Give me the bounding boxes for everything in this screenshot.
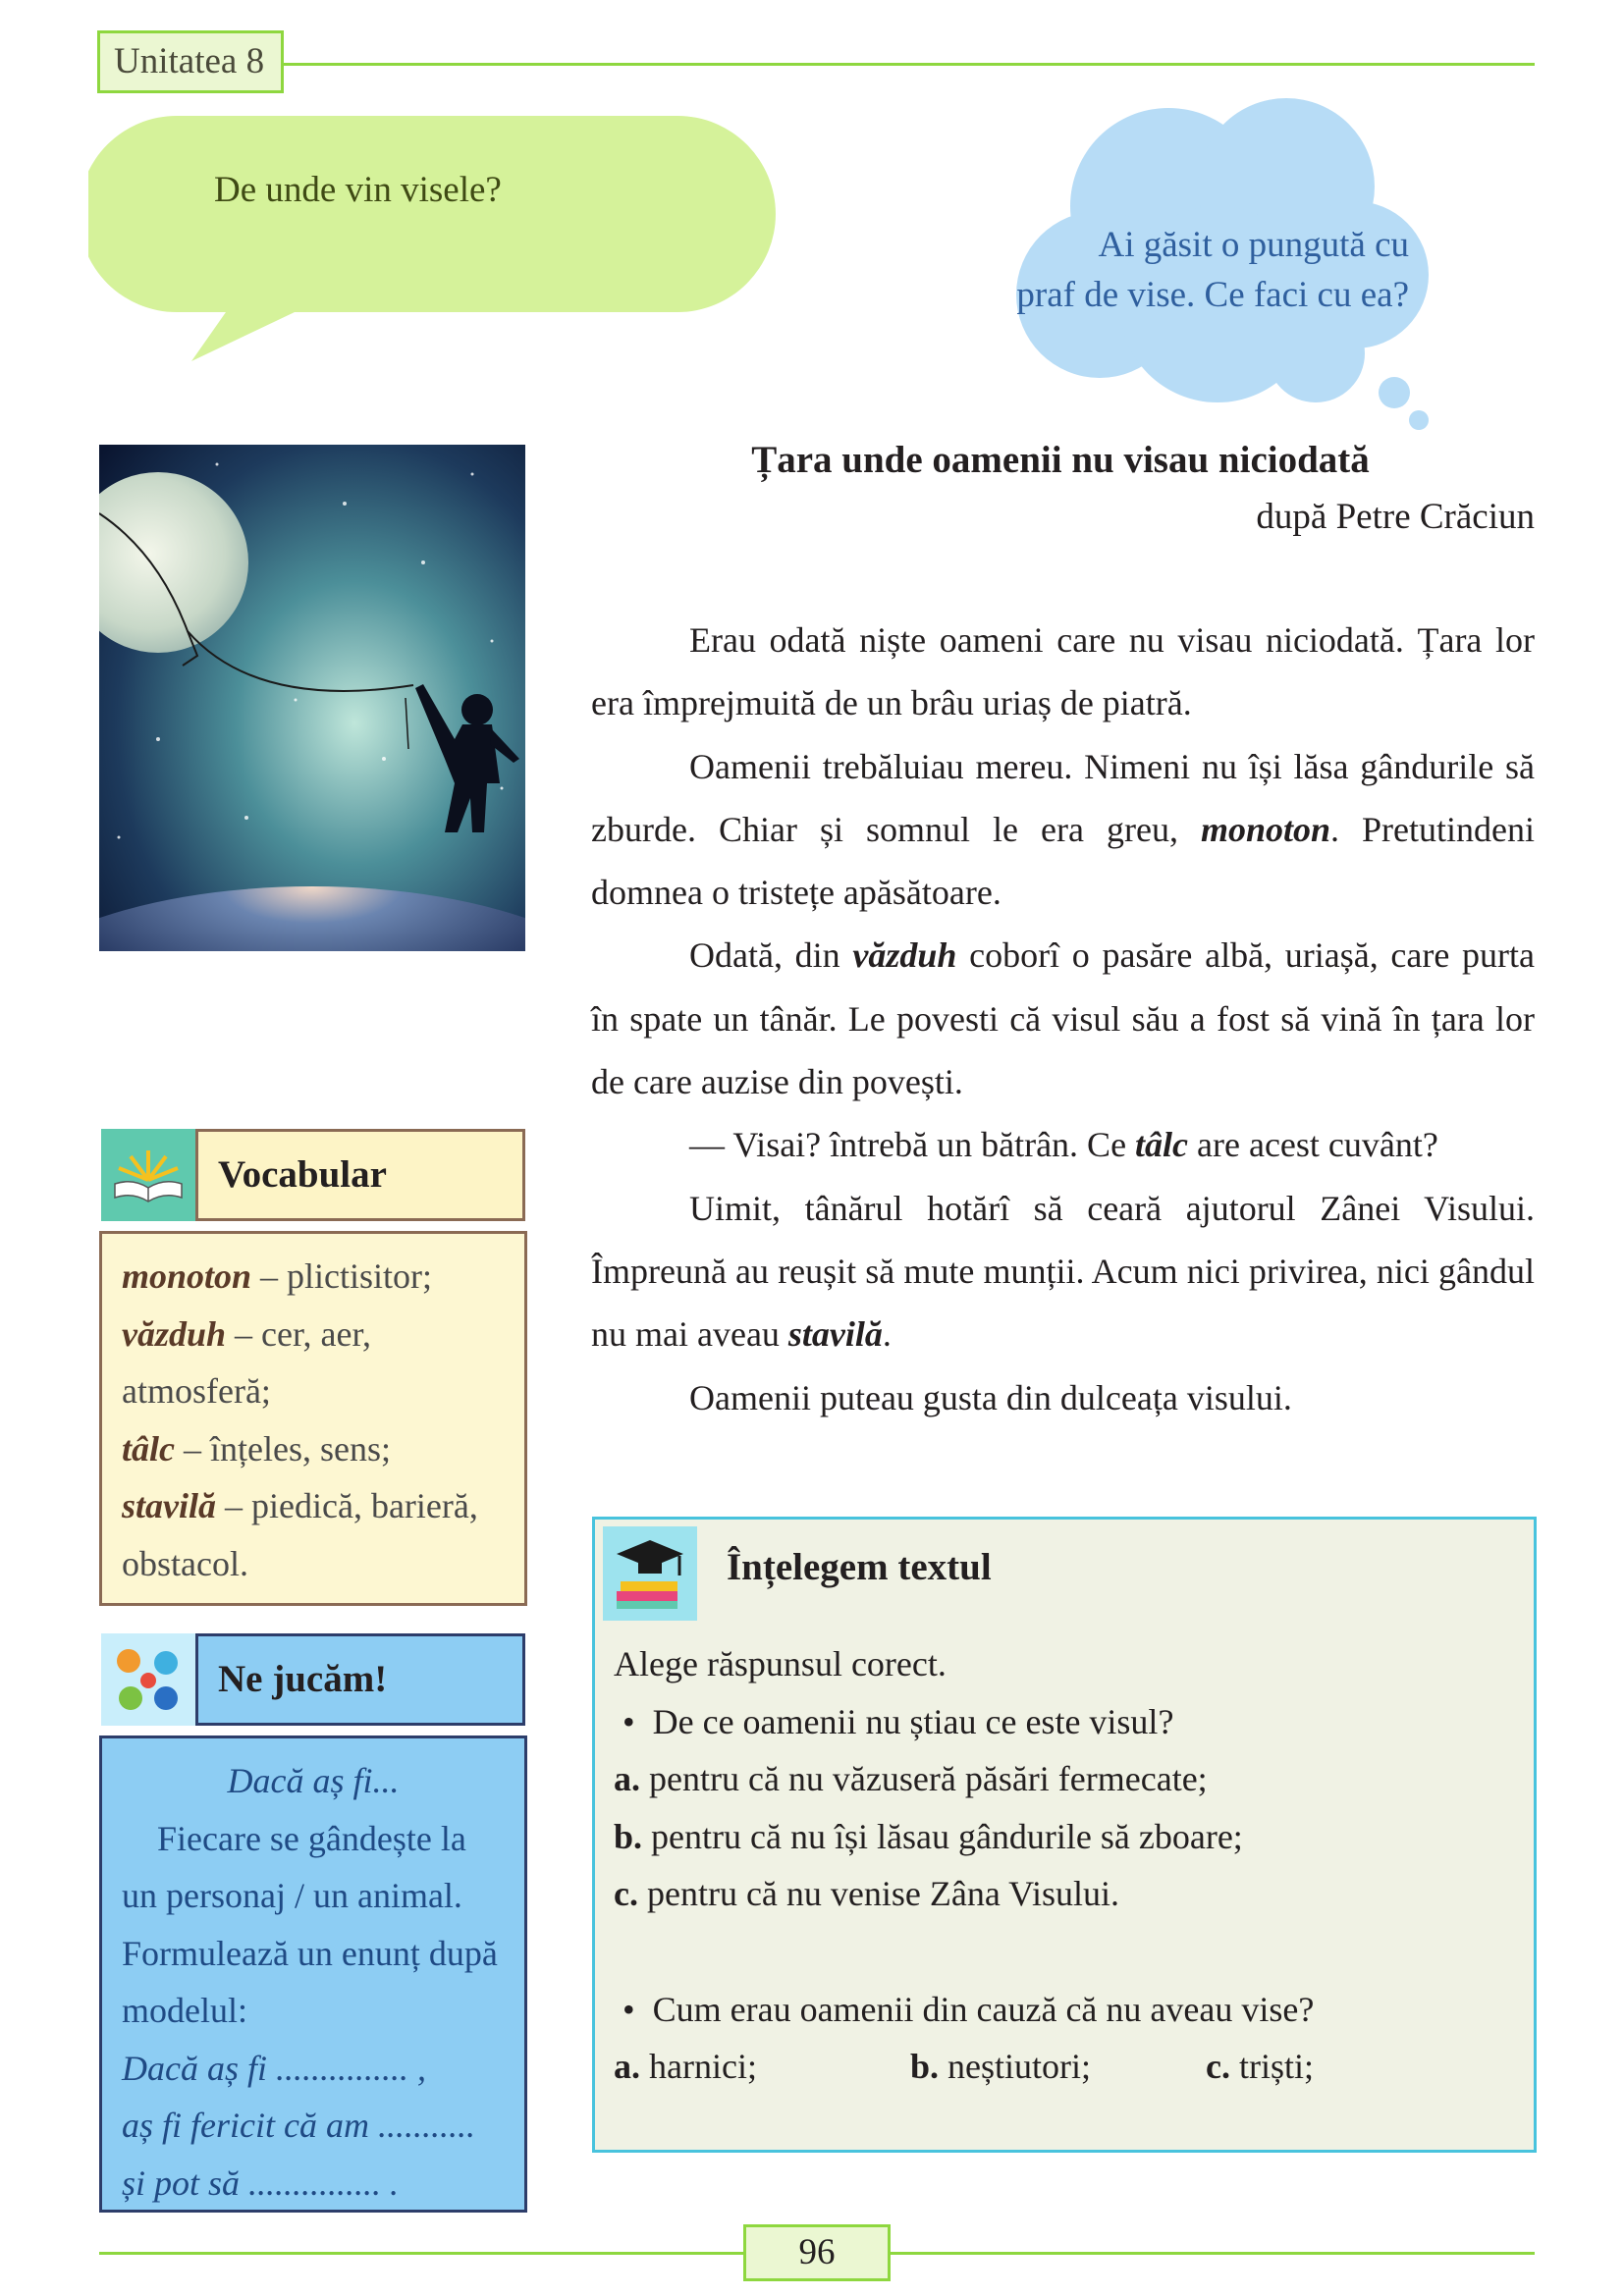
game-title: Ne jucăm! [195, 1633, 525, 1726]
cloud-question [967, 220, 1409, 320]
answer-option[interactable] [1206, 2038, 1314, 2096]
header-rule [284, 63, 1535, 66]
answer-option[interactable] [614, 1865, 1517, 1923]
moon-kite-illustration [99, 445, 525, 951]
vocab-term: văzduh [852, 935, 957, 976]
vocab-item [122, 1420, 505, 1478]
text-run: coborî o pasăre albă, uriașă, care purta în spate un tânăr. Le povesti că visul său a fost să vină în țara lor de care auzise din povești. [591, 935, 1535, 1102]
text-run: . [882, 1314, 892, 1355]
story-author: după Petre Crăciun [1256, 497, 1535, 537]
game-heading: Dacă aș fi... [227, 1761, 400, 1800]
vocab-item [122, 1477, 505, 1592]
story-paragraph [591, 735, 1535, 925]
vocab-item [122, 1306, 505, 1420]
vocab-definition: – piedică, barieră, obstacol. [122, 1486, 478, 1583]
answer-option[interactable] [614, 1750, 1517, 1808]
text-run: are acest cuvânt? [1188, 1125, 1438, 1165]
answer-row [614, 2038, 1517, 2096]
page-number: 96 [743, 2224, 891, 2281]
option-text: pentru că nu venise Zâna Visului. [637, 1874, 1120, 1914]
question-text: De ce oamenii nu știau ce este visul? [652, 1701, 1174, 1741]
game-model-line: și pot să ............... . [122, 2163, 400, 2203]
answer-option[interactable] [614, 1808, 1517, 1866]
quiz-question: • De ce oamenii nu știau ce este visul? [614, 1701, 1174, 1741]
bubble-question: De unde vin visele? [214, 170, 502, 210]
vocab-term: văzduh [122, 1313, 227, 1354]
story-paragraph: Erau odată niște oameni care nu visau niciodată. Țara lor era împrejmuită de un brâu uriaș de piatră. [591, 620, 1535, 723]
quiz-content [614, 1635, 1517, 2096]
vocab-item [122, 1248, 505, 1306]
vocab-term: monoton [122, 1256, 252, 1296]
text-run: Uimit, tânărul hotărî să ceară ajutorul Zânei Visului. Împreună au reușit să mute munții. Acum nici privirea, nici gândul nu mai aveau [591, 1188, 1535, 1355]
game-box [99, 1735, 527, 2213]
question-text: Cum erau oamenii din cauză că nu aveau vise? [652, 1989, 1315, 2029]
vocab-term: stavilă [122, 1486, 216, 1525]
text-run: — Visai? întrebă un bătrân. Ce [689, 1125, 1136, 1165]
option-letter: c. [614, 1874, 638, 1914]
option-letter: c. [1206, 2047, 1230, 2087]
option-text: triști; [1229, 2047, 1314, 2087]
story-paragraph [591, 924, 1535, 1113]
option-letter: b. [614, 1816, 643, 1856]
option-letter: b. [910, 2047, 940, 2087]
vocab-term: stavilă [787, 1314, 883, 1355]
speech-bubble [88, 108, 776, 373]
option-letter: a. [614, 1759, 640, 1799]
story-paragraph [591, 1177, 1535, 1366]
option-text: neștiutori; [939, 2047, 1092, 2087]
book-icon [101, 1129, 195, 1221]
option-letter: a. [614, 2047, 640, 2087]
text-run: Oamenii trebăluiau mereu. Nimeni nu își lăsa gândurile să zburde. Chiar și somnul le era greu, [591, 746, 1535, 849]
vocab-term: tâlc [122, 1428, 175, 1468]
cloud-line-1: Ai găsit o pungută cu [1098, 225, 1409, 265]
text-run: Odată, din [689, 935, 853, 976]
quiz-title: Înțelegem textul [727, 1546, 992, 1588]
graduation-cap-icon [603, 1526, 697, 1621]
vocab-definition: – cer, aer, atmosferă; [122, 1313, 372, 1411]
option-text: pentru că nu își lăsau gândurile să zboare; [642, 1816, 1243, 1856]
spacer [614, 1923, 1517, 1981]
vocabulary-title: Vocabular [195, 1129, 525, 1221]
cloud-line-2: praf de vise. Ce faci cu ea? [1016, 275, 1409, 315]
story-paragraph: Oamenii puteau gusta din dulceața visului. [689, 1377, 1292, 1417]
option-text: pentru că nu văzuseră păsări fermecate; [640, 1759, 1208, 1799]
quiz-prompt: Alege răspunsul corect. [614, 1644, 947, 1683]
answer-option[interactable] [910, 2038, 1091, 2096]
game-instructions: Fiecare se gândește la un personaj / un animal. Formulează un enunț după modelul: [122, 1818, 498, 2030]
vocab-definition: – înțeles, sens; [174, 1428, 391, 1468]
story-body [591, 609, 1535, 1429]
vocab-term: tâlc [1135, 1125, 1189, 1165]
story-title: Țara unde oamenii nu visau niciodată [751, 439, 1370, 481]
vocab-definition: – plictisitor; [251, 1256, 433, 1296]
hands-icon [101, 1633, 195, 1726]
text-run: . Pretutindeni domnea o tristețe apăsătoare. [591, 809, 1535, 913]
option-text: harnici; [640, 2047, 757, 2087]
story-paragraph [591, 1113, 1535, 1176]
game-model-line: Dacă aș fi ............... , [122, 2048, 426, 2088]
game-model-line: aș fi fericit că am ........... [122, 2106, 475, 2145]
unit-label: Unitatea 8 [97, 30, 284, 93]
answer-option[interactable] [614, 2038, 757, 2096]
quiz-question: • Cum erau oamenii din cauză că nu aveau vise? [614, 1989, 1315, 2029]
vocabulary-list [99, 1231, 527, 1606]
vocab-term: monoton [1200, 809, 1330, 849]
